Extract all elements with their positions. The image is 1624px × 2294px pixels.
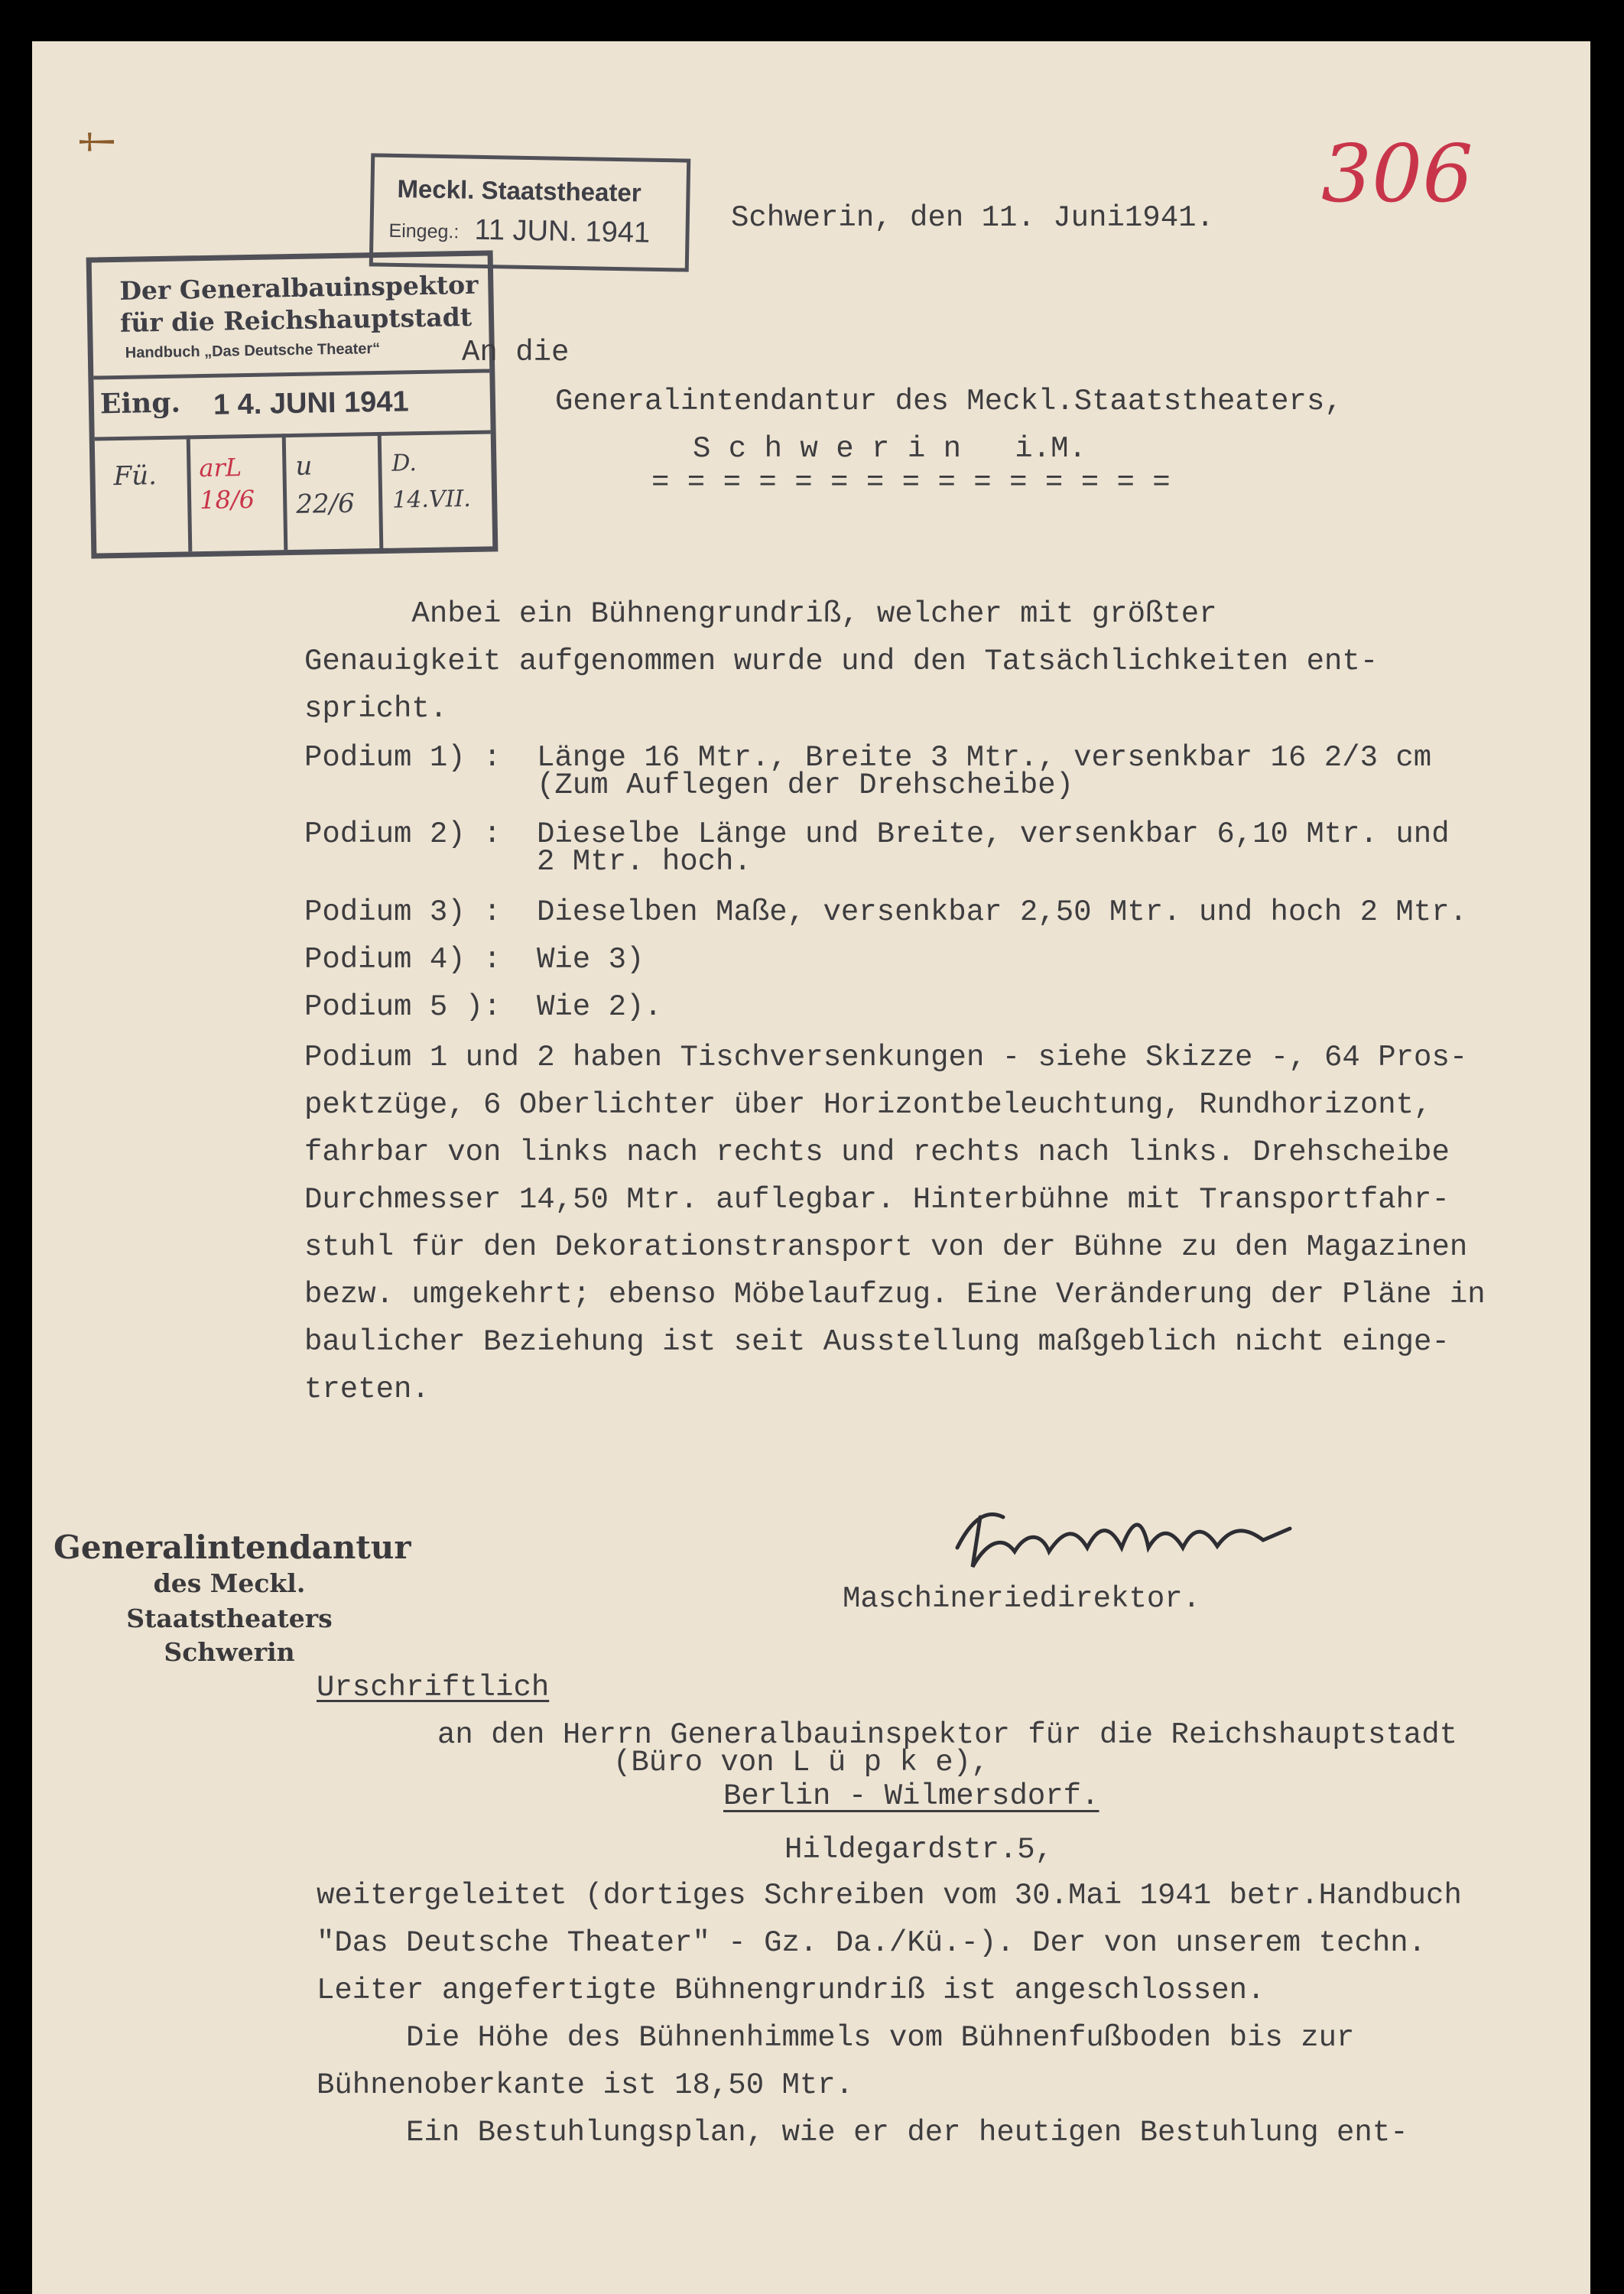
address-an-die: An die <box>462 336 570 369</box>
closing-line: Ein Bestuhlungsplan, wie er der heutigen Bestuhlung ent- <box>317 2116 1408 2149</box>
body-line: stuhl für den Dekorationstransport von der Bühne zu den Magazinen <box>304 1230 1468 1264</box>
body-paragraph-2 <box>304 1043 1486 1422</box>
closing-line: weitergeleitet (dortiges Schreiben vom 30.Mai 1941 betr.Handbuch <box>317 1879 1462 1912</box>
closing-line: Bühnenoberkante ist 18,50 Mtr. <box>317 2068 854 2102</box>
stamp-gbi-line1: Der Generalbauinspektor <box>119 269 479 306</box>
body-line: Podium 1 und 2 haben Tischversenkungen - siehe Skizze -, 64 Pros- <box>304 1041 1468 1074</box>
podium-text: Dieselben Maße, versenkbar 2,50 Mtr. und hoch 2 Mtr. <box>537 895 1467 929</box>
stamp-theater-title: Meckl. Staatstheater <box>397 174 641 207</box>
stamp-gbi-cell-4: D. 14.VII. <box>391 450 472 514</box>
letter-page <box>32 41 1590 2294</box>
stamp-gbi-line2: für die Reichshauptstadt <box>119 301 473 338</box>
urschriftlich-heading: Urschriftlich <box>317 1671 550 1704</box>
closing-line: Die Höhe des Bühnenhimmels vom Bühnenfußboden bis zur <box>317 2021 1355 2055</box>
date-line: Schwerin, den 11. Juni1941. <box>731 201 1214 235</box>
body-paragraph-1 <box>304 599 1378 724</box>
body-line: baulicher Beziehung ist seit Ausstellung maßgeblich nicht einge- <box>304 1325 1450 1359</box>
sender-stamp-line2: des Meckl. Staatstheaters <box>126 1568 333 1633</box>
body-line: Genauigkeit aufgenommen wurde und den Tatsächlichkeiten ent- <box>304 645 1379 678</box>
body-line: Anbei ein Bühnengrundriß, welcher mit größter <box>304 597 1217 631</box>
podium-label: Podium 4) : <box>304 943 502 976</box>
podium-text-cont: (Zum Auflegen der Drehscheibe) <box>537 768 1074 802</box>
body-line: pektzüge, 6 Oberlichter über Horizontbeleuchtung, Rundhorizont, <box>304 1088 1432 1122</box>
podium-text: Länge 16 Mtr., Breite 3 Mtr., versenkbar 16 2/3 cm <box>537 741 1432 775</box>
sender-stamp <box>54 1529 411 1669</box>
stamp-gbi-label: Eing. <box>99 386 181 421</box>
address-recipient: Generalintendantur des Meckl.Staatstheaters, <box>555 385 1343 418</box>
closing-line: Leiter angefertigte Bühnengrundriß ist angeschlossen. <box>317 1974 1265 2007</box>
stamp-gbi-cell-1: Fü. <box>113 460 158 492</box>
stamp-gbi-date: 1 4. JUNI 1941 <box>213 385 409 421</box>
forward-line-2: (Büro von L ü p k e), <box>613 1746 989 1779</box>
closing-line: "Das Deutsche Theater" - Gz. Da./Kü.-). Der von unserem techn. <box>317 1926 1427 1960</box>
sender-stamp-line1: Generalintendantur <box>54 1529 411 1566</box>
stamp-theater-date: 11 JUN. 1941 <box>474 213 651 249</box>
body-line: bezw. umgekehrt; ebenso Möbelaufzug. Eine Veränderung der Pläne in <box>304 1278 1486 1311</box>
receipt-stamp-gbi <box>86 250 499 558</box>
stamp-theater-label: Eingeg.: <box>388 219 460 243</box>
body-line: fahrbar von links nach rechts und rechts nach links. Drehscheibe <box>304 1136 1450 1169</box>
body-line: Durchmesser 14,50 Mtr. auflegbar. Hinterbühne mit Transportfahr- <box>304 1183 1450 1217</box>
body-line: treten. <box>304 1373 430 1406</box>
address-city: S c h w e r i n i.M. <box>693 432 1086 466</box>
podium-label: Podium 2) : <box>304 817 502 851</box>
folio-number: 306 <box>1321 127 1473 220</box>
podium-label: Podium 5 ): <box>304 990 502 1024</box>
podium-text: Wie 2). <box>537 990 662 1024</box>
forward-line-3: Berlin - Wilmersdorf. <box>723 1779 1099 1813</box>
podium-text: Dieselbe Länge und Breite, versenkbar 6,10 Mtr. und <box>537 817 1450 851</box>
body-line: spricht. <box>304 692 448 726</box>
forward-line-4: Hildegardstr.5, <box>784 1833 1054 1867</box>
corner-mark: † <box>72 132 120 152</box>
forward-line-1: an den Herrn Generalbauinspektor für die Reichshauptstadt <box>437 1718 1458 1752</box>
closing-paragraph <box>317 1881 1462 2166</box>
podium-text-cont: 2 Mtr. hoch. <box>537 845 752 879</box>
signer-title: Maschineriedirektor. <box>843 1582 1201 1616</box>
stamp-gbi-cell-2: arL 18/6 <box>199 453 255 515</box>
sender-stamp-line3: Schwerin <box>164 1637 295 1667</box>
podium-label: Podium 3) : <box>304 895 502 929</box>
handwritten-signature <box>942 1494 1301 1578</box>
stamp-gbi-line3: Handbuch „Das Deutsche Theater“ <box>125 340 381 362</box>
podium-text: Wie 3) <box>537 943 645 976</box>
address-underline: = = = = = = = = = = = = = = = <box>651 466 1171 499</box>
podium-label: Podium 1) : <box>304 741 502 775</box>
stamp-gbi-cell-3: u 22/6 <box>295 450 355 520</box>
